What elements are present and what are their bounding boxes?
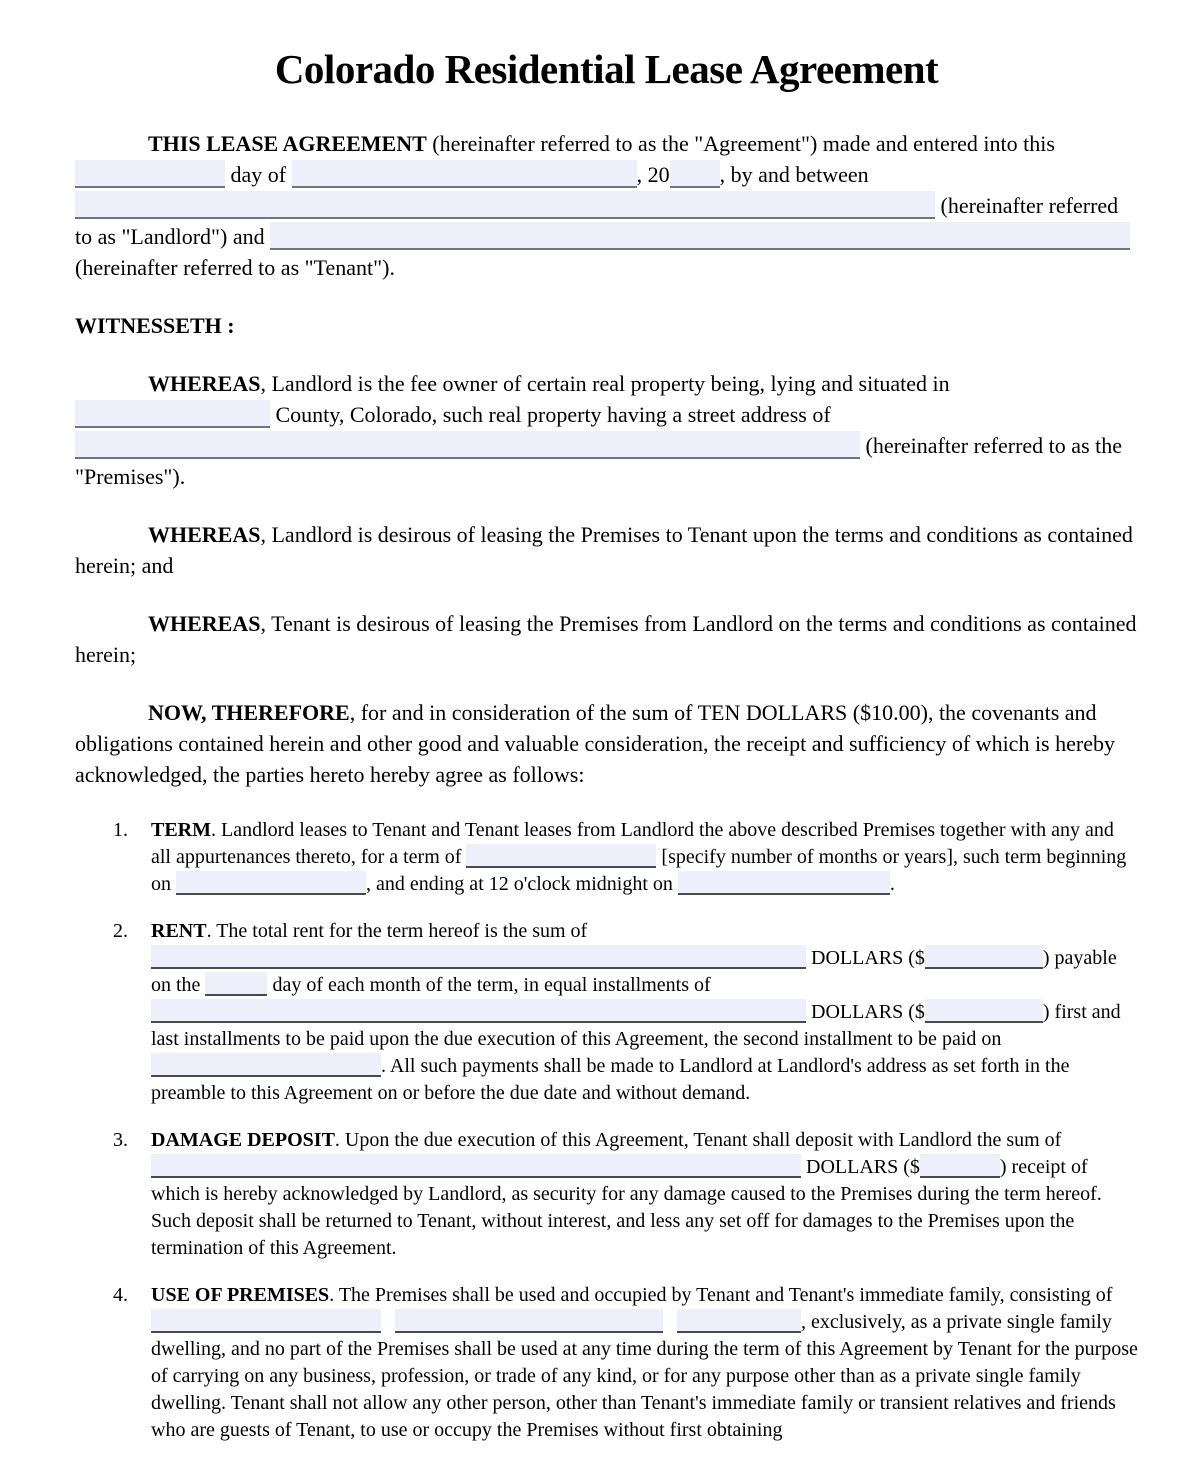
text-run: DOLLARS ($ xyxy=(801,1156,920,1178)
document-title: Colorado Residential Lease Agreement xyxy=(274,46,939,92)
term-start-date-field[interactable] xyxy=(176,871,366,895)
text-run: ) payable on the xyxy=(151,947,1117,996)
term-end-date-field[interactable] xyxy=(678,871,890,895)
text-run: ) receipt of which is hereby acknowledged by Landlord, as security for any damage caused to the Premises during the term hereof. Such deposit shall be returned to Tenant, without interest, and less any set off for damages to the Premises upon the termination of this Agreement. xyxy=(151,1156,1102,1259)
landlord-name-field[interactable] xyxy=(75,191,935,219)
month-field[interactable] xyxy=(292,160,637,188)
text-run: . Upon the due execution of this Agreement, Tenant shall deposit with Landlord the sum of xyxy=(334,1129,1062,1151)
whereas-lead: WHEREAS xyxy=(148,522,261,547)
total-rent-amount-field[interactable] xyxy=(925,945,1043,969)
therefore-paragraph xyxy=(75,697,1138,790)
occupant-name-1-field[interactable] xyxy=(151,1309,381,1333)
total-rent-words-field[interactable] xyxy=(151,945,806,969)
clause-damage-deposit-text xyxy=(151,1127,1138,1262)
text-run: . xyxy=(889,873,895,895)
witnesseth-heading: WITNESSETH : xyxy=(75,313,235,338)
year-field[interactable] xyxy=(670,160,720,188)
text-run: County, Colorado, such real property having a street address of xyxy=(270,402,831,427)
county-field[interactable] xyxy=(75,400,270,428)
text-run: , Landlord is the fee owner of certain real property being, lying and situated in xyxy=(260,371,950,396)
text-run: ) first and last installments to be paid upon the due execution of this Agreement, the second installment to be paid on xyxy=(151,1001,1121,1050)
text-run: , for and in consideration of the sum of TEN DOLLARS ($10.00), the covenants and obligations contained herein and other good and valuable consideration, the receipt and sufficiency of which is hereby acknowledged, the parties hereto hereby agree as follows: xyxy=(75,700,1115,787)
clause-list xyxy=(75,817,1138,1444)
therefore-lead: NOW, THEREFORE xyxy=(148,700,350,725)
text-run: . The Premises shall be used and occupied by Tenant and Tenant's immediate family, consisting of xyxy=(329,1284,1113,1306)
intro-lead: THIS LEASE AGREEMENT xyxy=(148,131,427,156)
whereas-lead: WHEREAS xyxy=(148,611,261,636)
occupant-name-3-field[interactable] xyxy=(677,1309,801,1333)
clause-term-text xyxy=(151,817,1138,898)
term-length-field[interactable] xyxy=(466,844,656,868)
text-run: , Tenant is desirous of leasing the Premises from Landlord on the terms and conditions as contained herein; xyxy=(75,611,1137,667)
whereas-lead: WHEREAS xyxy=(148,371,261,396)
deposit-amount-field[interactable] xyxy=(920,1154,1000,1178)
rent-due-day-field[interactable] xyxy=(205,972,267,996)
text-run: day of xyxy=(225,162,292,187)
text-run: , 20 xyxy=(636,162,670,187)
text-run: (hereinafter referred to as the "Premises"). xyxy=(75,433,1123,489)
text-run: (hereinafter referred to as "Tenant"). xyxy=(75,255,395,280)
clause-term-lead: TERM xyxy=(151,819,211,841)
clause-use-of-premises-lead: USE OF PREMISES xyxy=(151,1284,330,1306)
clause-number: 4. xyxy=(113,1284,128,1306)
text-run: (hereinafter referred to as the "Agreement") made and entered into this xyxy=(426,131,1055,156)
second-installment-date-field[interactable] xyxy=(151,1053,381,1077)
whereas-landlord-paragraph xyxy=(75,519,1138,581)
text-run: DOLLARS ($ xyxy=(806,1001,925,1023)
whereas-owner-paragraph xyxy=(75,368,1138,492)
street-address-field[interactable] xyxy=(75,431,860,459)
text-run: . The total rent for the term hereof is the sum of xyxy=(206,920,588,942)
clause-rent xyxy=(113,918,1138,1107)
installment-amount-field[interactable] xyxy=(925,999,1043,1023)
tenant-name-field[interactable] xyxy=(270,222,1130,250)
text-run: DOLLARS ($ xyxy=(806,947,925,969)
whereas-tenant-paragraph xyxy=(75,608,1138,670)
day-field[interactable] xyxy=(75,160,225,188)
deposit-words-field[interactable] xyxy=(151,1154,801,1178)
clause-use-of-premises xyxy=(113,1282,1138,1444)
text-run: , Landlord is desirous of leasing the Premises to Tenant upon the terms and conditions as contained herein; and xyxy=(75,522,1133,578)
clause-rent-lead: RENT xyxy=(151,920,207,942)
text-run: , and ending at 12 o'clock midnight on xyxy=(366,873,678,895)
clause-damage-deposit xyxy=(113,1127,1138,1262)
clause-number: 2. xyxy=(113,920,128,942)
clause-rent-text xyxy=(151,918,1138,1107)
text-run: , exclusively, as a private single family dwelling, and no part of the Premises shall be used at any time during the term of this Agreement by Tenant for the purpose of carrying on any business, profession, or trade of any kind, or for any purpose other than as a private single family dwelling. Tenant shall not allow any other person, other than Tenant's immediate family or transient relatives and friends who are guests of Tenant, to use or occupy the Premises without first obtaining xyxy=(151,1311,1138,1441)
intro-paragraph xyxy=(75,128,1138,283)
text-run: [specify number of months or years], such term beginning on xyxy=(151,846,1127,895)
text-run: (hereinafter referred to as "Landlord") and xyxy=(75,193,1119,249)
text-run: , by and between xyxy=(719,162,869,187)
clause-use-of-premises-text xyxy=(151,1282,1138,1444)
clause-number: 3. xyxy=(113,1129,128,1151)
text-run: . Landlord leases to Tenant and Tenant leases from Landlord the above described Premises together with any and all appurtenances thereto, for a term of xyxy=(151,819,1114,868)
occupant-name-2-field[interactable] xyxy=(395,1309,663,1333)
clause-damage-deposit-lead: DAMAGE DEPOSIT xyxy=(151,1129,335,1151)
text-run: day of each month of the term, in equal installments of xyxy=(267,974,711,996)
clause-number: 1. xyxy=(113,819,128,841)
clause-term xyxy=(113,817,1138,898)
text-run: . All such payments shall be made to Landlord at Landlord's address as set forth in the preamble to this Agreement on or before the due date and without demand. xyxy=(151,1055,1070,1104)
installment-words-field[interactable] xyxy=(151,999,806,1023)
